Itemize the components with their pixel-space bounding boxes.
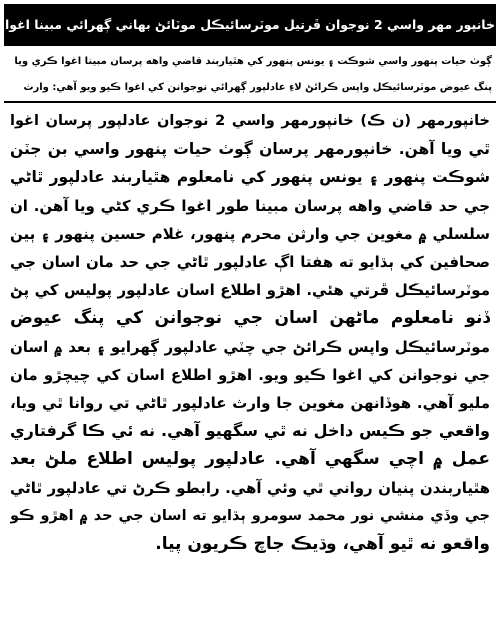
body-line: هٿياربندن پنيان رواني ٿي وئي آهي. رابطو ڪرڻ تي عادلپور ٿاڻي	[10, 478, 490, 497]
subheading-1: ڳوٺ حيات پنهور واسي شوڪت ۽ يونس پنهور کي هٿياربند قاضي واهه پرسان مبينا اغوا ڪري ويا	[14, 56, 492, 67]
body-line: صحافين کي ٻڌايو ته هفتا اڳ عادلپور ٿاڻي جي حد مان اسان جي	[10, 253, 490, 272]
body-line: موٽرسائيڪل واپس ڪرائڻ جي چٽي عادلپور ڳهرايو ۽ بعد ۾ اسان	[10, 337, 490, 356]
body-line: جي وڏي منشي نور محمد سومرو ٻڌايو ته اسان جي حد ۾ اهڙو ڪو	[10, 507, 490, 524]
body-line: جي نوجوانن کي اغوا ڪيو ويو. اهڙو اطلاع اسان کي چيچڙو مان	[10, 365, 490, 384]
body-line: ڏنو نامعلوم ماڻهن اسان جي نوجوانن کي پنگ عيوض	[10, 308, 490, 329]
article-body	[4, 103, 496, 558]
subheading-2: پنگ عيوض موٽرسائيڪل واپس ڪرائڻ لاءِ عادلپور ڳهرائي نوجوانن کي اغوا ڪيو ويو آهي: وارث	[23, 82, 492, 93]
body-line: سلسلي ۾ مغوين جي وارثن محرم پنهور، غلام حسين پنهور ۽ ٻين	[10, 224, 490, 243]
subheadings	[4, 46, 496, 103]
body-line: موٽرسائيڪل ڦرتي هئي. اهڙو اطلاع اسان عادلپور پوليس کي پڻ	[10, 281, 490, 300]
headline: خانپور مهر واسي 2 نوجوان ڦرتيل موٽرسائيڪل موٽائڻ بهاني ڳهرائي مبينا اغوا	[5, 17, 496, 32]
body-line: شوڪت پنهور ۽ يونس پنهور کي نامعلوم هٿياربند عادلپور ٿاڻي	[10, 168, 490, 187]
body-line: خانپورمهر (ن ڪ) خانپورمهر واسي 2 نوجوان عادلپور پرسان اغوا	[10, 113, 490, 129]
body-line: مليو آهي. هوڏانهن مغوين جا وارث عادلپور ٿاڻي تي روانا ٿي ويا،	[10, 394, 490, 413]
body-line: واقعي جو ڪيس داخل نه ٿي سگهيو آهي. نه ئي ڪا گرفتاري	[10, 421, 490, 441]
body-line: واقعو نه ٿيو آهي، وڌيڪ جاچ ڪريون پيا.	[155, 534, 490, 555]
body-line: عمل ۾ اچي سگهي آهي. عادلپور پوليس اطلاع ملڻ بعد	[10, 449, 490, 470]
body-line: جي حد قاضي واهه پرسان مبينا طور اغوا ڪري کڻي ويا آهن. ان	[10, 196, 490, 215]
headline-banner	[4, 4, 496, 46]
body-line: ٿي ويا آهن. خانپورمهر پرسان ڳوٺ حيات پنهور واسي بن جٽن	[10, 140, 490, 159]
